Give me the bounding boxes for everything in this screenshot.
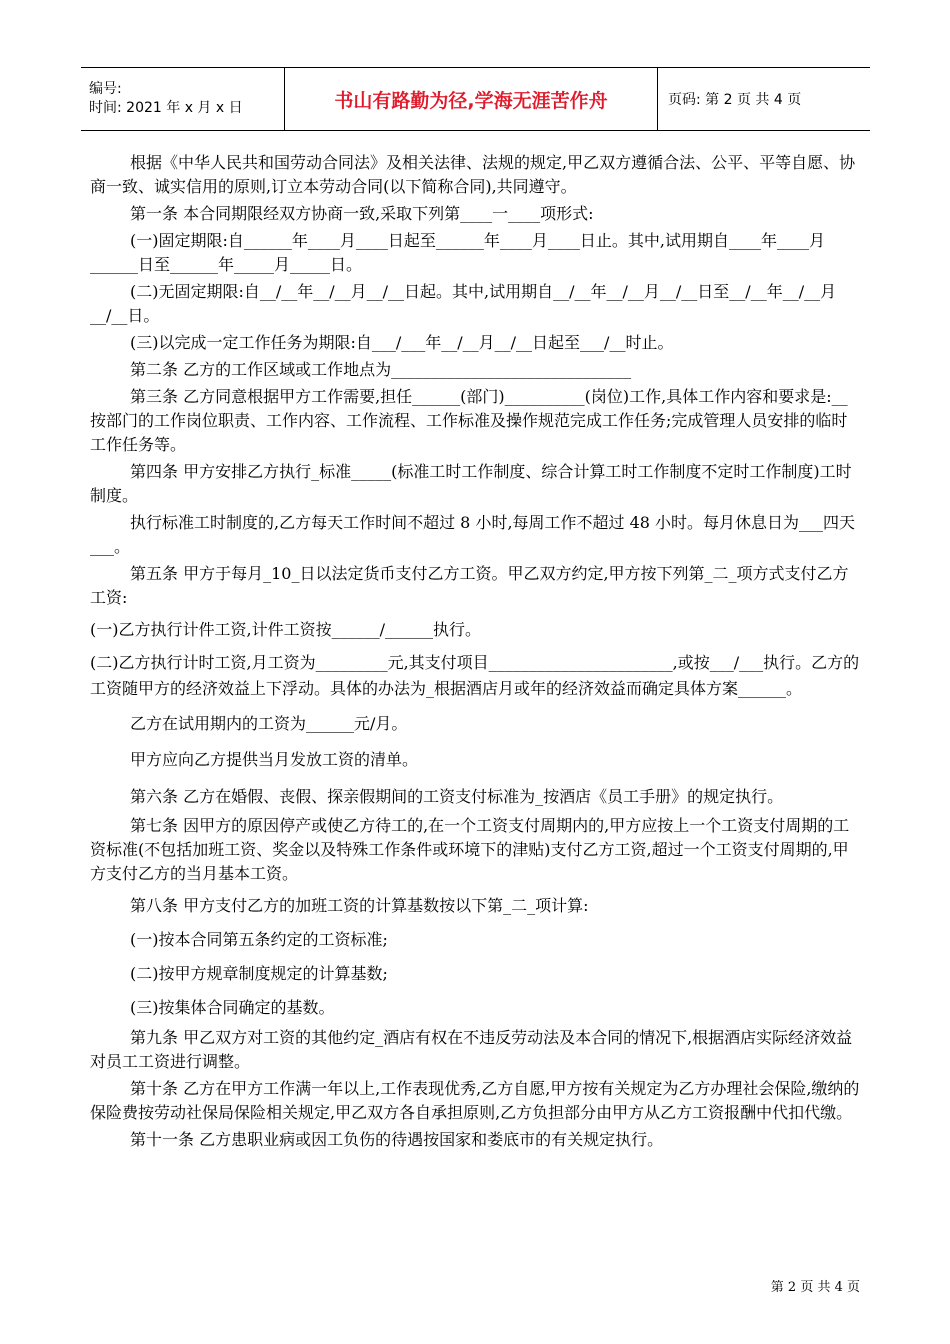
article-1-item-3: (三)以完成一定工作任务为期限:自___/___年__/__月__/__日起至___/__时止。 — [130, 333, 674, 352]
payslip-paragraph: 甲方应向乙方提供当月发放工资的清单。 — [130, 750, 419, 769]
article-8-item-1: (一)按本合同第五条约定的工资标准; — [130, 930, 388, 949]
article-2: 第二条 乙方的工作区域或工作地点为______________________________ — [130, 360, 632, 379]
article-8-item-3: (三)按集体合同确定的基数。 — [130, 998, 335, 1017]
article-4: 第四条 甲方安排乙方执行_标准_____(标准工时工作制度、综合计算工时工作制度不定时工作制度)工时制度。 — [90, 462, 852, 505]
probation-salary-paragraph: 乙方在试用期内的工资为______元/月。 — [130, 714, 408, 733]
document-number-label: 编号: — [89, 81, 122, 97]
article-6: 第六条 乙方在婚假、丧假、探亲假期间的工资支付标准为_按酒店《员工手册》的规定执行。 — [130, 787, 784, 806]
intro-paragraph: 根据《中华人民共和国劳动合同法》及相关法律、法规的规定,甲乙双方遵循合法、公平、平等自愿、协商一致、诚实信用的原则,订立本劳动合同(以下简称合同),共同遵守。 — [90, 153, 856, 196]
article-5-item-2: (二)乙方执行计时工资,月工资为_________元,其支付项目_______________________,或按___/___执行。乙方的工资随甲方的经济效益上下浮动。具体的办法为_根据酒店月或年的经济效益而确定具体方案______。 — [90, 653, 860, 698]
article-3: 第三条 乙方同意根据甲方工作需要,担任______(部门)__________(岗位)工作,具体工作内容和要求是:__按部门的工作岗位职责、工作内容、工作流程、工作标准及操作规范完成工作任务;完成管理人员安排的临时工作任务等。 — [90, 387, 848, 454]
article-5: 第五条 甲方于每月_10_日以法定货币支付乙方工资。甲乙双方约定,甲方按下列第_二_项方式支付乙方工资: — [90, 564, 849, 607]
article-1-item-2: (二)无固定期限:自__/__年__/__月__/__日起。其中,试用期自__/__年__/__月__/__日至__/__年__/__月__/__日。 — [90, 282, 837, 325]
article-8: 第八条 甲方支付乙方的加班工资的计算基数按以下第_二_项计算: — [130, 896, 589, 915]
document-date: 时间: 2021 年 x 月 x 日 — [89, 100, 243, 116]
contract-body — [90, 151, 862, 1152]
article-10: 第十条 乙方在甲方工作满一年以上,工作表现优秀,乙方自愿,甲方按有关规定为乙方办理社会保险,缴纳的保险费按劳动社保局保险相关规定,甲乙双方各自承担原则,乙方负担部分由甲方从乙方工资报酬中代扣代缴。 — [90, 1079, 860, 1122]
article-5-item-1: (一)乙方执行计件工资,计件工资按______/______执行。 — [90, 620, 481, 639]
article-1: 第一条 本合同期限经双方协商一致,采取下列第____一____项形式: — [130, 204, 594, 223]
working-hours-paragraph: 执行标准工时制度的,乙方每天工作时间不超过 8 小时,每周工作不超过 48 小时。每月休息日为___四天___。 — [90, 513, 856, 556]
article-8-item-2: (二)按甲方规章制度规定的计算基数; — [130, 964, 388, 983]
header-page-number: 页码: 第 2 页 共 4 页 — [668, 92, 802, 108]
article-9: 第九条 甲乙双方对工资的其他约定_酒店有权在不违反劳动法及本合同的情况下,根据酒店实际经济效益对员工工资进行调整。 — [90, 1028, 853, 1071]
article-11: 第十一条 乙方患职业病或因工负伤的待遇按国家和娄底市的有关规定执行。 — [130, 1130, 664, 1149]
article-1-item-1: (一)固定期限:自______年____月____日起至______年____月____日止。其中,试用期自____年____月______日至______年_____月_____日。 — [90, 231, 825, 274]
page-footer: 第 2 页 共 4 页 — [770, 1280, 860, 1295]
header-left — [81, 68, 284, 130]
article-7: 第七条 因甲方的原因停产或使乙方待工的,在一个工资支付周期内的,甲方应按上一个工资支付周期的工资标准(不包括加班工资、奖金以及特殊工作条件或环境下的津贴)支付乙方工资,超过一个工资支付周期的,甲方支付乙方的当月基本工资。 — [90, 816, 850, 883]
page-header — [81, 67, 870, 131]
header-motto: 书山有路勤为径,学海无涯苦作舟 — [284, 68, 658, 130]
